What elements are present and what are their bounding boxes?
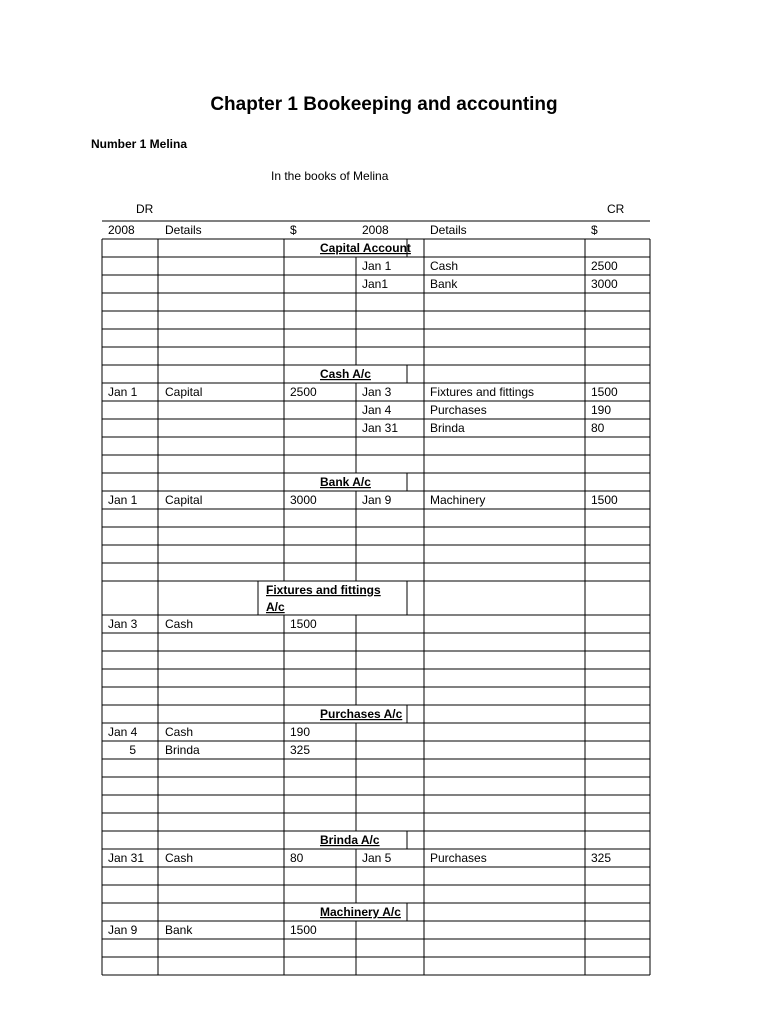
ledger-amount-cell: 2500 [290,385,317,399]
ledger-details-cell: Brinda [165,743,200,757]
ledger-details-cell: Bank [165,923,193,937]
ledger-amount-cell: 80 [591,421,605,435]
page-title: Chapter 1 Bookeeping and accounting [210,94,558,115]
ledger-amount-cell: 1500 [591,385,618,399]
account-title-name: Purchases A/c [320,707,403,721]
ledger-amount-cell: 325 [591,851,612,865]
account-title-name: Brinda A/c [320,833,380,847]
ledger-date-cell: 5 [129,743,136,757]
ledger-amount-cell: 1500 [290,923,317,937]
ledger-details-cell: Purchases [430,851,487,865]
ledger-date-cell: Jan 4 [362,403,392,417]
credit-label: CR [607,202,625,216]
ledger-amount-cell: 190 [290,725,311,739]
ledger-amount-cell: 3000 [591,277,618,291]
ledger-date-cell: Jan 3 [108,617,138,631]
column-header-cr-date: 2008 [362,223,389,237]
ledger-details-cell: Brinda [430,421,465,435]
column-header-dr-date: 2008 [108,223,135,237]
account-title-name: Bank A/c [320,475,371,489]
ledger-date-cell: Jan 1 [108,493,138,507]
ledger-details-cell: Cash [165,617,194,631]
exercise-heading: Number 1 Melina [91,137,188,151]
ledger-date-cell: Jan 9 [108,923,138,937]
column-header-cr-details: Details [430,223,467,237]
ledger-details-cell: Purchases [430,403,487,417]
ledger-date-cell: Jan 31 [362,421,399,435]
ledger-date-cell: Jan1 [362,277,389,291]
ledger-details-cell: Bank [430,277,458,291]
ledger-details-cell: Cash [430,259,459,273]
ledger-amount-cell: 1500 [290,617,317,631]
ledger-details-cell: Capital [165,385,203,399]
account-title-name: Capital Account [320,241,411,255]
column-header-dr-amount: $ [290,223,297,237]
ledger-amount-cell: 190 [591,403,612,417]
ledger-date-cell: Jan 9 [362,493,392,507]
ledger-amount-cell: 3000 [290,493,317,507]
ledger-details-cell: Capital [165,493,203,507]
ledger-details-cell: Cash [165,851,194,865]
ledger-details-cell: Fixtures and fittings [430,385,535,399]
debit-label: DR [136,202,154,216]
account-title-name: Cash A/c [320,367,371,381]
ledger-date-cell: Jan 5 [362,851,392,865]
account-title-name: Fixtures and fittings [266,583,381,597]
account-title-suffix: A/c [266,600,285,614]
ledger-details-cell: Cash [165,725,194,739]
ledger-amount-cell: 325 [290,743,311,757]
column-header-cr-amount: $ [591,223,598,237]
column-header-dr-details: Details [165,223,202,237]
ledger-date-cell: Jan 31 [108,851,145,865]
ledger-date-cell: Jan 4 [108,725,138,739]
ledger-amount-cell: 1500 [591,493,618,507]
ledger-amount-cell: 2500 [591,259,618,273]
account-title-name: Machinery A/c [320,905,401,919]
ledger-date-cell: Jan 3 [362,385,392,399]
ledger-date-cell: Jan 1 [362,259,392,273]
ledger-details-cell: Machinery [430,493,486,507]
books-of-line: In the books of Melina [271,169,389,183]
ledger-date-cell: Jan 1 [108,385,138,399]
ledger-amount-cell: 80 [290,851,304,865]
